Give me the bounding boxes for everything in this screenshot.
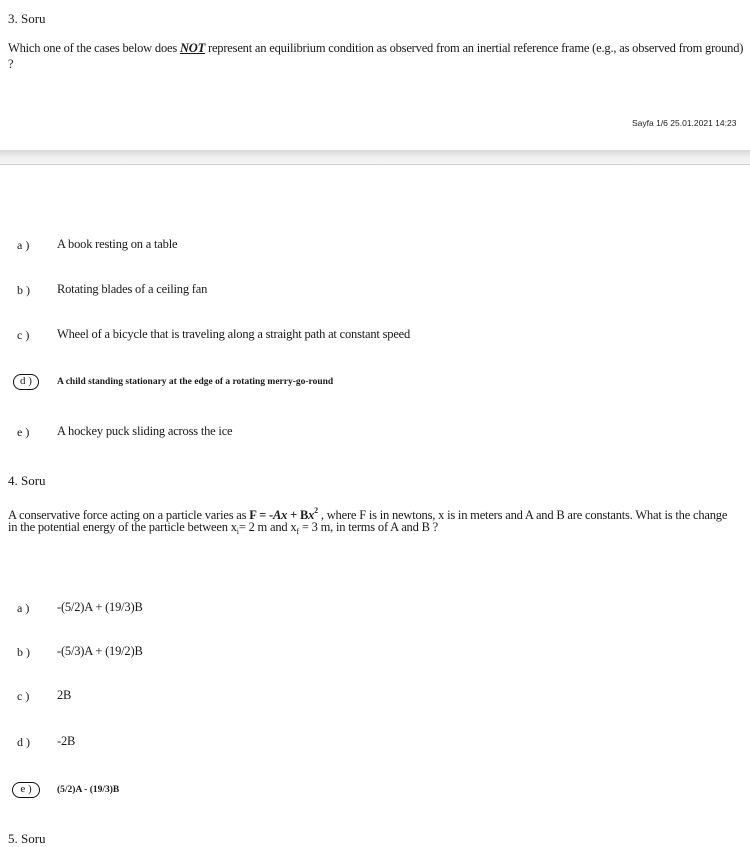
q3-option-b-text[interactable]: Rotating blades of a ceiling fan [57, 282, 208, 296]
q4-option-e-text-selected[interactable]: (5/2)A - (19/3)B [57, 785, 120, 795]
formula-exponent: 2 [314, 506, 318, 515]
q3-option-d-letter-circled[interactable]: d ) [13, 374, 39, 390]
q3-option-b-letter[interactable]: b ) [17, 283, 30, 297]
q4-option-b-text[interactable]: -(5/3)A + (19/2)B [57, 644, 143, 658]
question-5-label: 5. Soru [8, 831, 46, 846]
question-4-line2-part1: in the potential energy of the particle between x [8, 520, 237, 534]
formula-force: F [249, 508, 257, 522]
q4-option-a-letter[interactable]: a ) [17, 601, 30, 615]
question-3-text [8, 40, 750, 57]
question-3-label: 3. Soru [8, 11, 46, 26]
subscript-f: f [296, 527, 299, 536]
question-4-text-part2: , where F is in newtons, x is in meters and A and B are constants. What is the change [317, 508, 728, 522]
page-divider [0, 150, 750, 165]
q4-option-c-letter[interactable]: c ) [17, 689, 30, 703]
q3-option-e-text[interactable]: A hockey puck sliding across the ice [57, 424, 233, 438]
q3-option-c-letter[interactable]: c ) [17, 328, 30, 342]
formula-equals: = - [256, 508, 273, 522]
question-4-text-part1: A conservative force acting on a particle varies as [8, 508, 250, 522]
q3-option-e-letter[interactable]: e ) [17, 425, 30, 439]
page-info: Sayfa 1/6 25.01.2021 14:23 [632, 118, 737, 128]
formula-ax-term: Ax [272, 508, 288, 522]
subscript-i: i [236, 527, 239, 536]
q3-option-a-text[interactable]: A book resting on a table [57, 237, 178, 251]
question-3-text-after: represent an equilibrium condition as observed from an inertial reference frame (e.g., as observed from ground) [205, 41, 744, 55]
formula-plus: + [287, 508, 300, 522]
q4-option-a-text[interactable]: -(5/2)A + (19/3)B [57, 600, 143, 614]
q3-option-a-letter[interactable]: a ) [17, 238, 30, 252]
q4-option-b-letter[interactable]: b ) [17, 645, 30, 659]
question-4-text-line2 [8, 519, 438, 540]
question-4-line2-part3: = 3 m, in terms of A and B ? [298, 520, 438, 534]
q4-option-c-text[interactable]: 2B [57, 688, 72, 702]
question-3-emphasis: NOT [179, 41, 206, 55]
question-4-label: 4. Soru [8, 473, 46, 488]
q3-option-d-text-selected[interactable]: A child standing stationary at the edge of a rotating merry-go-round [57, 377, 334, 387]
question-4-text: A conservative force acting on a particle varies as $F = -Ax + Bx^2$ , where F is in newtons, x is in meters and A and B are constants. What is the change [8, 506, 728, 522]
question-3-text-before: Which one of the cases below does [8, 41, 180, 55]
q4-option-e-letter-circled[interactable]: e ) [12, 782, 40, 798]
q3-option-c-text[interactable]: Wheel of a bicycle that is traveling along a straight path at constant speed [57, 327, 411, 341]
q4-option-d-text[interactable]: -2B [57, 734, 76, 748]
question-4-line2-part2: = 2 m and x [238, 520, 297, 534]
question-3-text-line2: ? [8, 57, 14, 71]
q4-option-d-letter[interactable]: d ) [17, 735, 30, 749]
